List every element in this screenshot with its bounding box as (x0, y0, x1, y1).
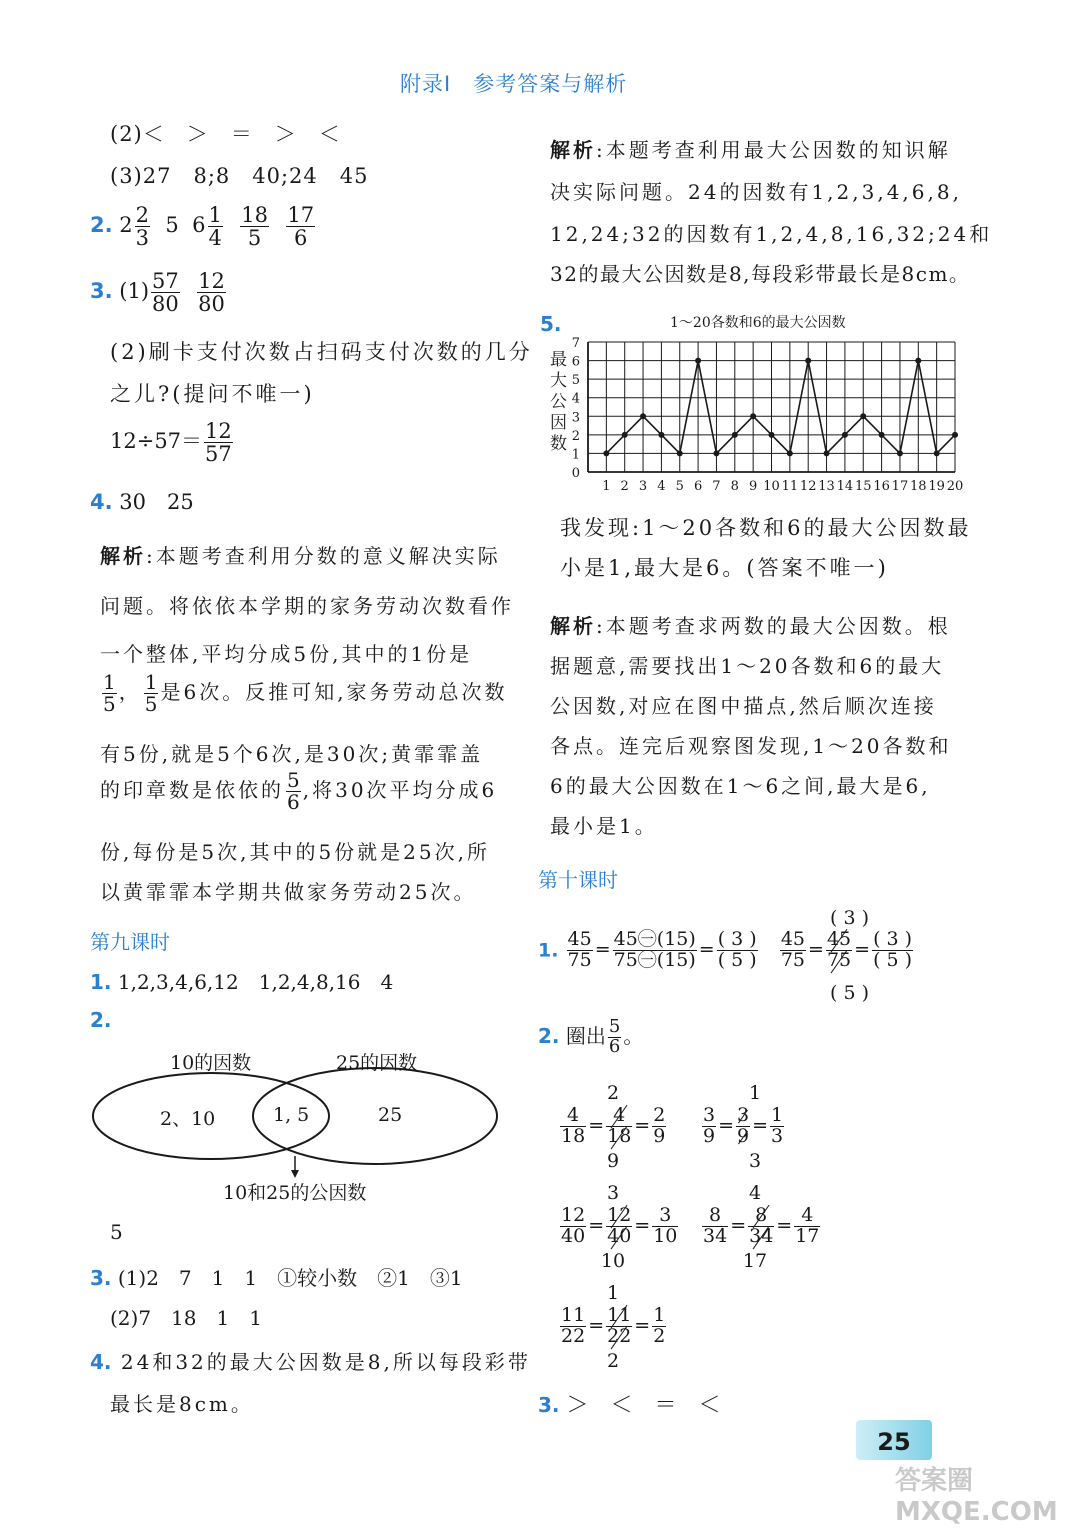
t2-answer: 2. 圈出 $\frac{5}{6}$ 。 (538, 1016, 644, 1057)
question-number: 3. (538, 1393, 560, 1417)
x-tick-label: 3 (638, 479, 648, 494)
answer-text: (2)7 18 1 1 (110, 1306, 262, 1330)
s9-q3 (90, 1262, 463, 1291)
cancel-bottom: 2 (606, 1350, 620, 1372)
x-tick-label: 14 (836, 479, 854, 494)
analysis-line: 以黄霏霏本学期共做家务劳动25次。 (100, 880, 477, 904)
venn-middle-values: 1, 5 (273, 1104, 310, 1126)
y-tick-label: 2 (571, 428, 580, 444)
sub-label: (1) (119, 279, 150, 304)
fraction-reduction: 1 $\frac{3}{9}$ = $\frac{3}{9}$ = $\frac{1}{3}$ 3 (703, 1082, 784, 1172)
x-tick-label: 10 (763, 479, 780, 494)
cancel-bottom: 3 (748, 1150, 762, 1172)
data-point (952, 432, 958, 438)
y-tick-label: 1 (571, 447, 580, 463)
q3-part1 (90, 270, 228, 315)
x-tick-label: 15 (854, 479, 872, 494)
fraction-reduction: 4 $\frac{8}{34}$ = $\frac{8}{34}$ = $\frac{4}{17}$ 17 (703, 1182, 820, 1272)
analysis-line: 决实际问题。24的因数有1,2,3,4,6,8, (550, 180, 962, 204)
mixed-whole: 6 (192, 213, 206, 238)
question-number: 4. (90, 490, 113, 514)
analysis-label: 解析 (550, 138, 596, 162)
fraction: $\frac{17}{6}$ (287, 203, 315, 251)
t1-equation: 1. $\frac{45}{75}$ = $\frac{\text{45㊀(15)}}{\text{75㊀(15)}}$ = $\frac{( 3 )}{( 5 )}$ $\frac{45}{75}$ = $\frac{45}{75}$ = $\frac{( 3 )}{( 5 )}$ (538, 928, 913, 971)
fraction-reduction: 1 $\frac{11}{22}$ = $\frac{11}{22}$ = $\frac{1}{2}$ 2 (561, 1282, 666, 1372)
s9-q1 (90, 966, 393, 995)
analysis-line: 12,24;32的因数有1,2,4,8,16,32;24和 (550, 222, 993, 246)
cancel-top: 4 (748, 1182, 762, 1204)
x-tick-label: 2 (620, 479, 629, 494)
equation-text: 12÷57＝ (110, 429, 203, 454)
data-point (750, 413, 756, 419)
x-tick-label: 9 (749, 479, 758, 494)
chart-title: 1～20各数和6的最大公因数 (670, 315, 846, 331)
page-number: 25 (856, 1420, 932, 1460)
data-point (732, 432, 738, 438)
answer-text: (1)2 7 1 1 ①较小数 ②1 ③1 (117, 1266, 463, 1290)
x-tick-label: 12 (799, 479, 817, 494)
finding-line: 小是1,最大是6。(答案不唯一) (560, 556, 889, 580)
analysis-line: 份,每份是5次,其中的5份就是25次,所 (100, 840, 490, 864)
venn-left-values: 2、10 (160, 1108, 216, 1130)
mixed-whole: 2 (119, 213, 133, 238)
analysis-label: 解析 (550, 614, 596, 638)
data-point (860, 413, 866, 419)
analysis-label: 解析 (100, 544, 146, 568)
analysis-line: 各点。连完后观察图发现,1～20各数和 (550, 734, 952, 758)
t3-answer (538, 1388, 721, 1419)
section-title: 第九课时 (90, 930, 170, 954)
fraction: $\frac{2}{3}$ (135, 203, 150, 251)
q4-answer (90, 486, 194, 516)
data-point (805, 358, 811, 364)
question-number: 2. (90, 213, 113, 238)
q2-answers (90, 204, 317, 249)
question-number: 2. (538, 1023, 560, 1048)
data-point (787, 450, 793, 456)
cancel-bottom: 17 (742, 1250, 768, 1272)
answer-text: 1,2,3,4,6,12 1,2,4,8,16 4 (117, 970, 394, 994)
page-header: 附录Ⅰ 参考答案与解析 (400, 72, 628, 96)
answer-text: 5 (110, 1220, 123, 1244)
x-tick-label: 8 (730, 479, 739, 494)
question-number: 5. (540, 312, 562, 336)
analysis-line: 32的最大公因数是8,每段彩带最长是8cm。 (550, 262, 971, 286)
y-tick-label: 3 (571, 410, 580, 426)
data-point (842, 432, 848, 438)
cancel-bottom: 9 (606, 1150, 620, 1172)
answer-text: 最长是8cm。 (110, 1392, 254, 1416)
s9-q4 (90, 1346, 531, 1375)
venn-diagram (88, 1040, 508, 1210)
answer-line: (2)刷卡支付次数占扫码支付次数的几分 (110, 340, 533, 364)
fraction: $\frac{1}{4}$ (208, 203, 222, 251)
x-tick-label: 6 (693, 479, 703, 494)
question-number: 3. (90, 279, 113, 304)
x-tick-label: 19 (928, 479, 945, 494)
data-point (769, 432, 775, 438)
y-tick-label: 4 (571, 391, 580, 407)
reduction-bottom: ( 5 ) (830, 982, 869, 1004)
data-point (824, 450, 830, 456)
data-point (677, 450, 683, 456)
analysis-line: 据题意,需要找出1～20各数和6的最大 (550, 654, 945, 678)
fraction-reduction: 2 $\frac{4}{18}$ = $\frac{4}{18}$ = $\frac{2}{9}$ 9 (561, 1082, 666, 1172)
venn-bottom-label: 10和25的公因数 (223, 1182, 367, 1204)
section-title: 第十课时 (538, 868, 618, 892)
y-tick-label: 5 (571, 373, 580, 389)
pointer-arrowhead (291, 1170, 299, 1178)
analysis-line: 有5份,就是5个6次,是30次;黄霏霏盖 (100, 742, 484, 766)
data-point (915, 358, 921, 364)
fraction: $\frac{12}{80}$ (198, 269, 225, 317)
x-tick-label: 16 (873, 479, 890, 494)
analysis-line: 6的最大公因数在1～6之间,最大是6, (550, 774, 931, 798)
reduction-top: ( 3 ) (830, 907, 869, 929)
x-tick-label: 4 (657, 479, 666, 494)
x-tick-label: 11 (781, 479, 799, 494)
data-point (658, 432, 664, 438)
y-tick-label: 0 (571, 466, 580, 481)
data-point (934, 450, 940, 456)
answer-text: 24和32的最大公因数是8,所以每段彩带 (120, 1350, 531, 1374)
analysis-line: 问题。将依依本学期的家务劳动次数看作 (100, 594, 514, 618)
answer-text: 30 25 (119, 490, 194, 514)
x-tick-label: 13 (818, 479, 835, 494)
data-point (879, 432, 885, 438)
x-tick-label: 7 (712, 479, 721, 494)
venn-right-values: 25 (378, 1104, 403, 1126)
x-tick-label: 17 (891, 479, 909, 494)
question-number: 2. (90, 1008, 112, 1032)
cancel-top: 2 (606, 1082, 620, 1104)
q3-equation (110, 420, 235, 465)
chart-ylabel: 最大公因数 (550, 350, 567, 454)
data-point (640, 413, 646, 419)
x-tick-label: 18 (910, 479, 927, 494)
question-number: 3. (90, 1266, 112, 1290)
cancel-bottom: 10 (600, 1250, 626, 1272)
analysis-line: 公因数,对应在图中描点,然后顺次连接 (550, 694, 937, 718)
analysis-line: 最小是1。 (550, 814, 658, 838)
series-line (606, 361, 955, 454)
x-tick-label: 20 (946, 479, 964, 494)
cancel-top: 3 (606, 1182, 620, 1204)
question-number: 1. (538, 939, 559, 962)
venn-right-title: 25的因数 (336, 1052, 418, 1074)
question-number: 4. (90, 1350, 112, 1374)
data-point (695, 358, 701, 364)
analysis-line: 的印章数是依依的 $\frac{5}{6}$ ,将30次平均分成6 (100, 768, 498, 814)
fraction: $\frac{18}{5}$ (241, 203, 268, 251)
finding-line: 我发现:1～20各数和6的最大公因数最 (560, 516, 972, 540)
watermark-logo: 答案圈 MXQE.COM (895, 1466, 1058, 1527)
analysis-line: 解析:本题考查利用分数的意义解决实际 (100, 544, 501, 568)
question-number: 1. (90, 970, 112, 994)
answer-line: (2)＜ ＞ ＝ ＞ ＜ (110, 122, 341, 146)
analysis-line: 解析:本题考查求两数的最大公因数。根 (550, 614, 951, 638)
cancel-top: 1 (606, 1282, 620, 1304)
y-tick-label: 6 (571, 354, 580, 370)
y-tick-label: 7 (571, 336, 580, 351)
data-point (713, 450, 719, 456)
data-point (897, 450, 903, 456)
gcd-chart (540, 310, 970, 500)
fraction: $\frac{57}{80}$ (152, 269, 179, 317)
data-point (622, 432, 628, 438)
x-tick-label: 5 (675, 479, 684, 494)
answer-line: 之儿?(提问不唯一) (110, 382, 315, 406)
fraction-reduction: 3 $\frac{12}{40}$ = $\frac{12}{40}$ = $\frac{3}{10}$ 10 (561, 1182, 678, 1272)
x-tick-label: 1 (602, 479, 611, 494)
fraction: $\frac{12}{57}$ (205, 419, 232, 467)
answer-text: ＞ ＜ ＝ ＜ (566, 1393, 721, 1418)
answer-line: (3)27 8;8 40;24 45 (110, 164, 369, 188)
analysis-line: $\frac{1}{5}$ ， $\frac{1}{5}$ 是6次。反推可知,家务劳动总次数 (103, 670, 508, 716)
analysis-line: 一个整体,平均分成5份,其中的1份是 (100, 642, 473, 666)
venn-left-title: 10的因数 (170, 1052, 252, 1074)
data-point (603, 450, 609, 456)
analysis-line: 解析:本题考查利用最大公因数的知识解 (550, 138, 951, 162)
cancel-top: 1 (748, 1082, 762, 1104)
value: 5 (165, 213, 179, 238)
chart-plot (540, 310, 970, 500)
